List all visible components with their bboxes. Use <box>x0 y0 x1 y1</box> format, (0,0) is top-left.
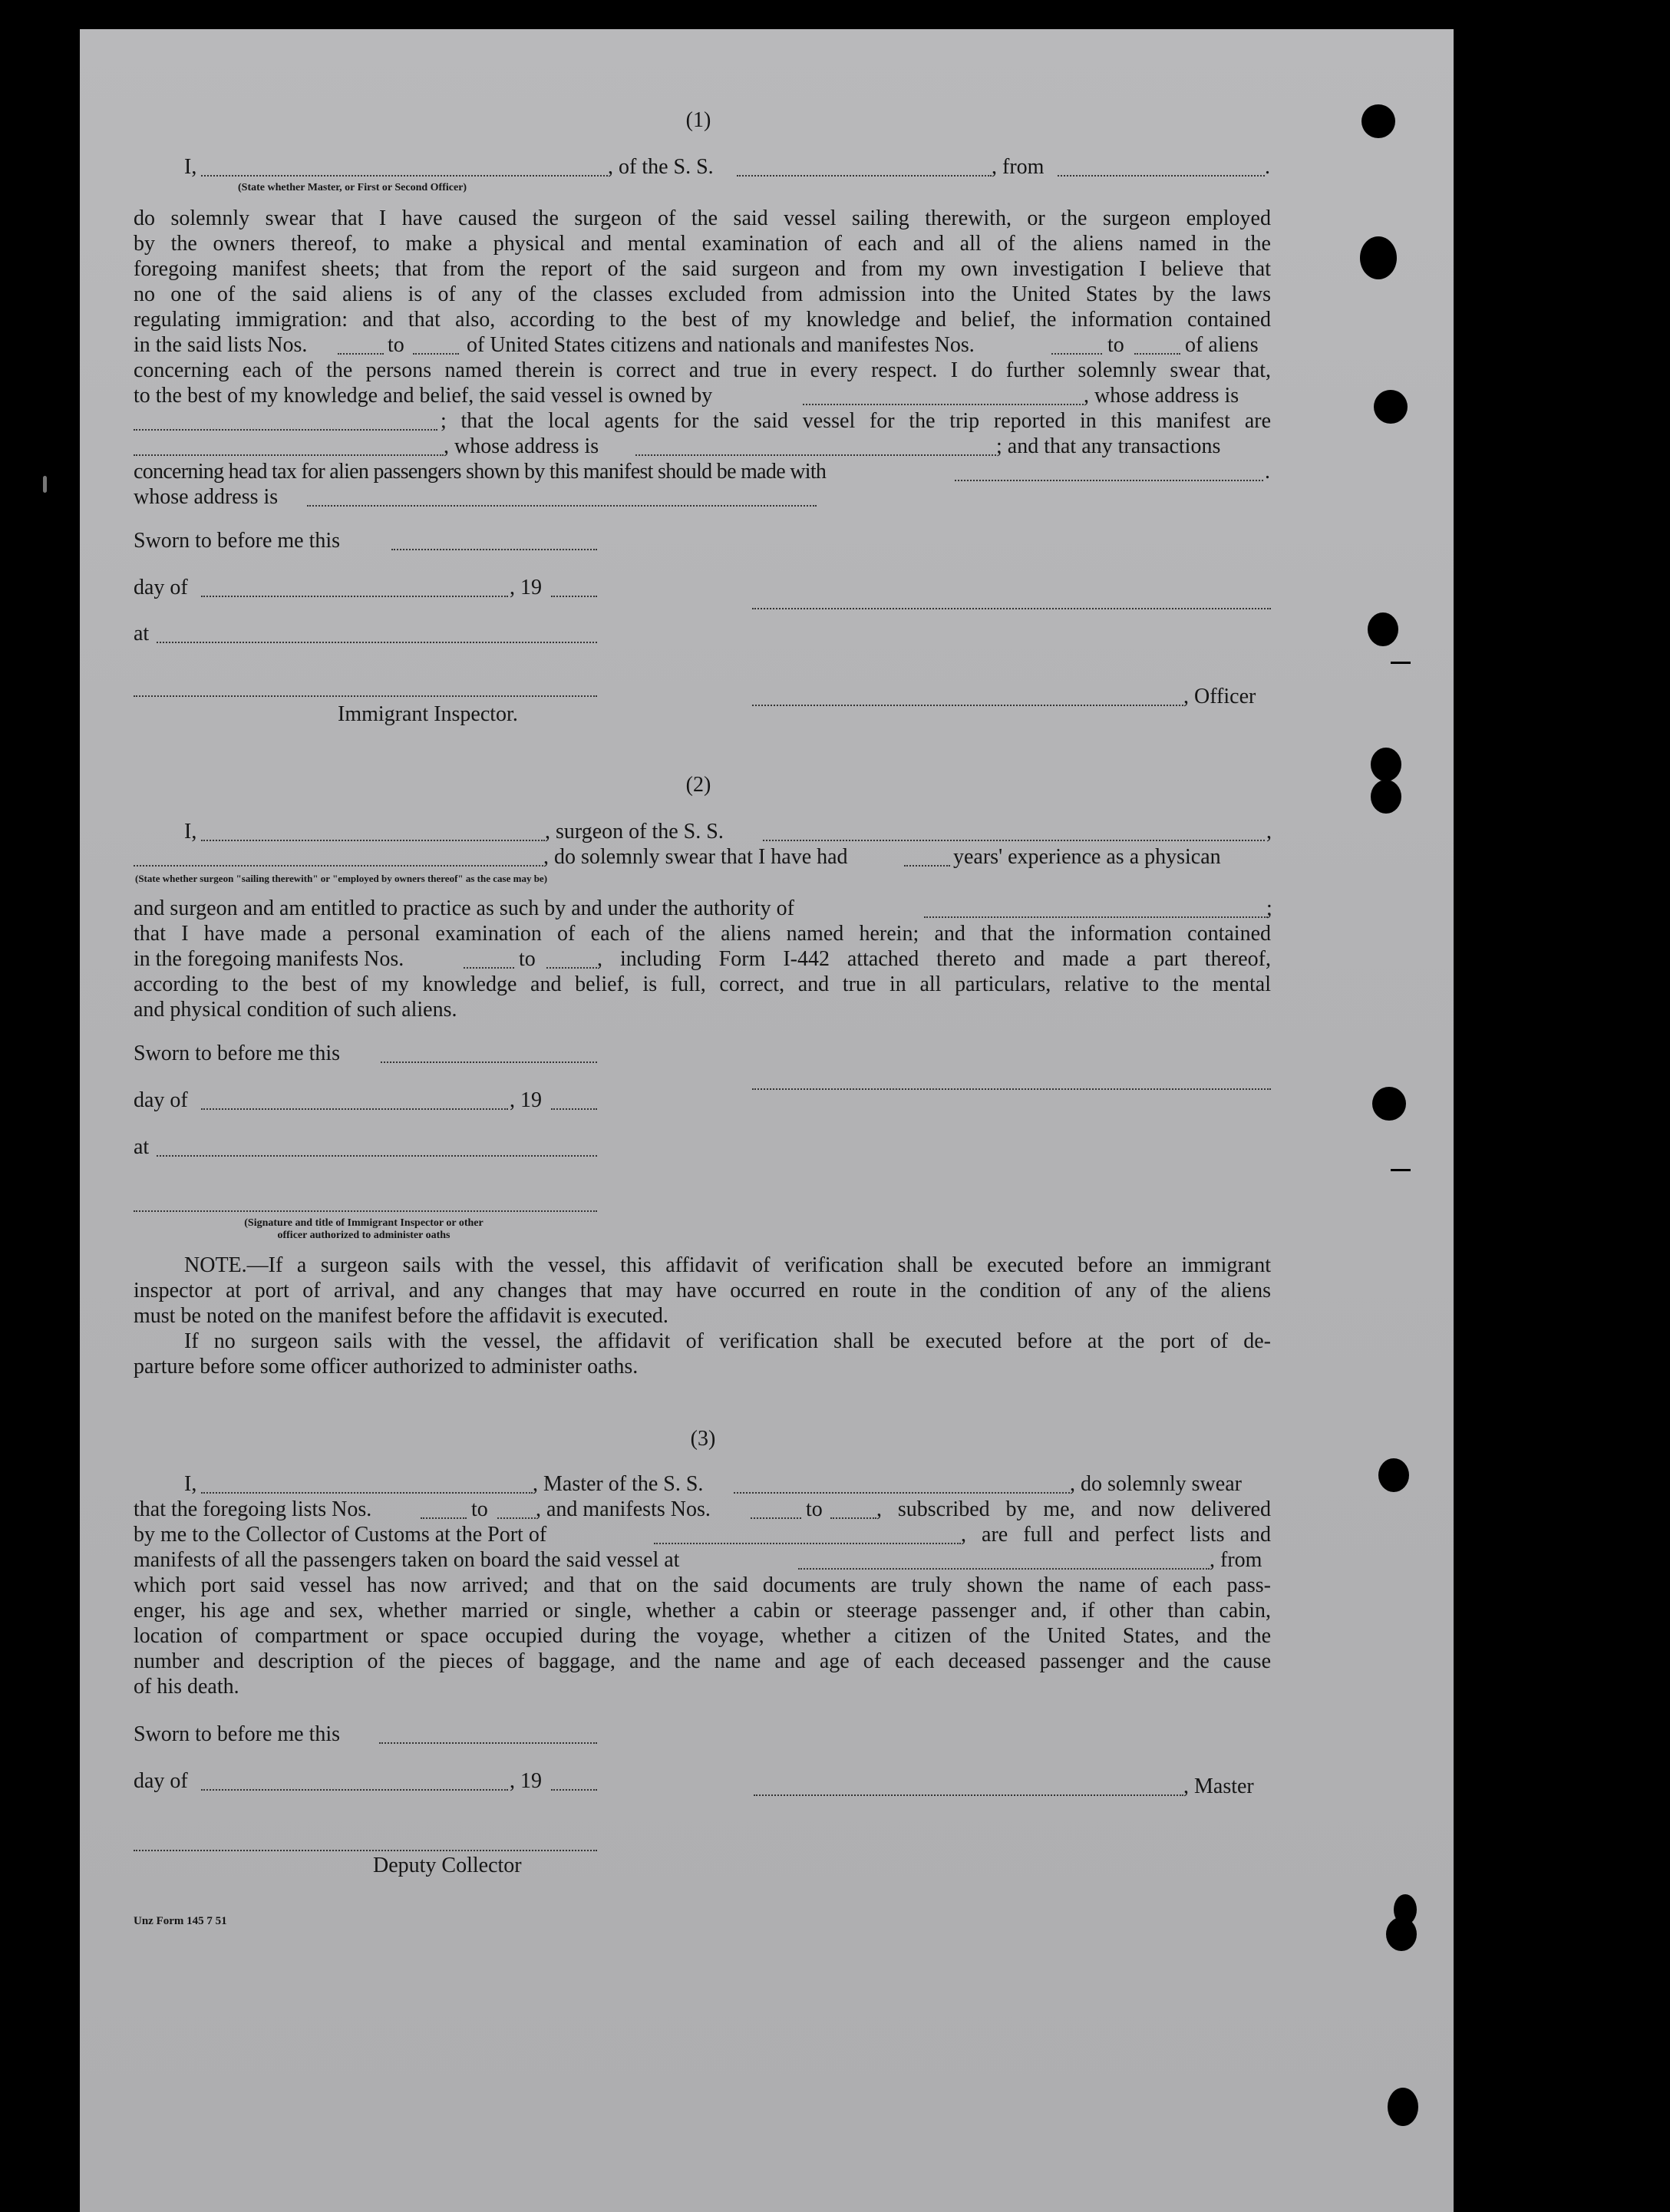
punch-hole <box>1386 1917 1417 1951</box>
lists-to-field[interactable] <box>413 353 459 355</box>
years-experience-field[interactable] <box>904 865 950 867</box>
s2-body-line: according to the best of my knowledge and belief, is full, correct, and true in all particulars, relative to the mental <box>134 972 1271 996</box>
s1-year-field[interactable] <box>551 596 597 597</box>
officer-name-field[interactable] <box>201 175 608 177</box>
s2-place-field[interactable] <box>157 1155 597 1157</box>
s3-lists-label: that the foregoing lists Nos. <box>134 1497 372 1521</box>
s3-vessel-name-field[interactable] <box>734 1492 1070 1494</box>
s1-body-line: do solemnly swear that I have caused the surgeon of the said vessel sailing therewith, or the surgeon employed <box>134 206 1271 230</box>
s3-sworn-label: Sworn to before me this <box>134 1722 341 1746</box>
s2-sworn-label: Sworn to before me this <box>134 1042 341 1065</box>
s2-month-field[interactable] <box>201 1108 508 1110</box>
s1-period: . <box>1265 460 1270 484</box>
s2-body-line: that I have made a personal examination of each of the aliens named herein; and that the information contained <box>134 922 1271 946</box>
s2-swear-label: , do solemnly swear that I have had <box>543 845 848 869</box>
port-field[interactable] <box>654 1543 961 1544</box>
master-signature-line[interactable] <box>754 1794 1183 1796</box>
s2-semicolon: ; <box>1266 896 1272 920</box>
punch-hole <box>1378 1458 1409 1492</box>
section-1-heading: (1) <box>685 108 711 132</box>
s1-body-line: foregoing manifest sheets; that from the report of the said surgeon and from my own investigation I believe that <box>134 257 1271 281</box>
s2-surgeon-signature-line[interactable] <box>752 1088 1271 1090</box>
s2-manifests-from-field[interactable] <box>464 967 514 969</box>
s2-year-label: , 19 <box>510 1088 542 1112</box>
punch-hole <box>1371 780 1401 814</box>
punch-hole <box>1361 104 1395 138</box>
scan-speck <box>43 476 47 493</box>
vessel-owner-field[interactable] <box>803 404 1084 405</box>
s2-line1-i: I, <box>184 820 197 844</box>
s3-lists-from-field[interactable] <box>421 1517 467 1519</box>
punch-hole <box>1371 748 1401 781</box>
s1-manifests-label: of United States citizens and nationals and manifestes Nos. <box>467 333 975 357</box>
note-line: parture before some officer authorized to administer oaths. <box>134 1355 639 1378</box>
s1-owned-by-label: to the best of my knowledge and belief, the said vessel is owned by <box>134 384 713 408</box>
s3-to-label: to <box>471 1497 488 1521</box>
s3-swear-label: , do solemnly swear <box>1070 1472 1242 1496</box>
boarding-port-field[interactable] <box>798 1568 1210 1570</box>
s3-year-label: , 19 <box>510 1769 542 1793</box>
s2-comma: , <box>1266 820 1272 844</box>
s3-year-field[interactable] <box>551 1789 597 1791</box>
s2-manifests-to-field[interactable] <box>546 967 597 969</box>
s1-at-label: at <box>134 622 150 645</box>
s1-line1-i: I, <box>184 155 197 179</box>
s1-body-line: regulating immigration: and that also, according to the best of my knowledge and belief, the information contained <box>134 308 1271 332</box>
manifests-to-field[interactable] <box>1134 353 1180 355</box>
s1-officer-name-line[interactable] <box>752 705 1183 706</box>
s2-dayof-label: day of <box>134 1088 188 1112</box>
surgeon-name-field[interactable] <box>201 840 545 841</box>
s3-port-label: by me to the Collector of Customs at the Port of <box>134 1523 547 1547</box>
s1-lists-label: in the said lists Nos. <box>134 333 308 357</box>
s1-officer-label: , Officer <box>1183 685 1256 708</box>
section-2-heading: (2) <box>685 773 711 797</box>
s3-manifests-from-field[interactable] <box>751 1517 801 1519</box>
s1-officer-note: (State whether Master, or First or Second Officer) <box>238 182 467 193</box>
s2-manifests-label: in the foregoing manifests Nos. <box>134 947 404 971</box>
margin-tick <box>1391 1169 1411 1171</box>
s1-sworn-date-field[interactable] <box>391 549 597 550</box>
s1-whose-address-label: , whose address is <box>1084 384 1239 408</box>
vessel-name-field[interactable] <box>737 175 992 177</box>
s1-month-field[interactable] <box>201 596 508 597</box>
manifests-from-field[interactable] <box>1051 353 1102 355</box>
authority-field[interactable] <box>924 916 1268 918</box>
s3-manifests-label: , and manifests Nos. <box>536 1497 711 1521</box>
s2-form-label: , including Form I-442 attached thereto and made a part thereof, <box>597 947 1271 971</box>
note-line: must be noted on the manifest before the affidavit is executed. <box>134 1304 668 1328</box>
s3-lists-full-label: , are full and perfect lists and <box>961 1523 1271 1547</box>
s2-at-label: at <box>134 1135 150 1159</box>
s1-body-line: no one of the said aliens is of any of the classes excluded from admission into the United States by the laws <box>134 282 1271 306</box>
s3-lists-to-field[interactable] <box>497 1517 536 1519</box>
punch-hole <box>1368 612 1398 646</box>
s1-body-line: by the owners thereof, to make a physical and mental examination of each and all of the aliens named in the <box>134 232 1271 256</box>
s2-inspector-signature-line[interactable] <box>134 1210 597 1212</box>
s3-body-line: location of compartment or space occupied during the voyage, whether a citizen of the United States, and the <box>134 1624 1271 1648</box>
local-agents-field[interactable] <box>134 454 444 456</box>
s1-of-aliens-label: of aliens <box>1185 333 1259 357</box>
s2-signature-caption: officer authorized to administer oaths <box>277 1230 451 1241</box>
head-tax-contact-field[interactable] <box>955 480 1263 481</box>
s1-transactions-label: ; and that any transactions <box>996 434 1221 458</box>
s1-body-line: concerning each of the persons named therein is correct and true in every respect. I do further solemnly swear that, <box>134 358 1271 382</box>
s3-subscribed-label: , subscribed by me, and now delivered <box>876 1497 1271 1521</box>
s3-master-label: , Master <box>1183 1775 1254 1798</box>
s2-surgeon-note: (State whether surgeon "sailing therewith" or "employed by owners thereof" as the case may be) <box>135 873 548 884</box>
s3-to-label: to <box>806 1497 823 1521</box>
s3-dayof-label: day of <box>134 1769 188 1793</box>
s2-authority-label: and surgeon and am entitled to practice as such by and under the authority of <box>134 896 794 920</box>
s1-local-agents-label: ; that the local agents for the said vessel for the trip reported in this manifest are <box>441 409 1271 433</box>
s3-manifests-to-field[interactable] <box>830 1517 876 1519</box>
s1-dayof-label: day of <box>134 576 188 599</box>
s2-signature-caption: (Signature and title of Immigrant Inspector or other <box>244 1217 484 1229</box>
head-tax-address-field[interactable] <box>307 505 817 507</box>
s3-master-of-ss: , Master of the S. S. <box>533 1472 704 1496</box>
s1-line1-from: , from <box>992 155 1045 179</box>
s2-years-label: years' experience as a physican <box>953 845 1221 869</box>
s3-line1-i: I, <box>184 1472 197 1496</box>
s3-body-line: of his death. <box>134 1675 239 1699</box>
agents-address-field[interactable] <box>635 454 996 456</box>
s1-inspector-signature-line[interactable] <box>134 695 597 697</box>
section-3-heading: (3) <box>690 1427 716 1451</box>
s3-from-label: , from <box>1210 1548 1262 1572</box>
s2-year-field[interactable] <box>551 1108 597 1110</box>
note-line: NOTE.—If a surgeon sails with the vessel, this affidavit of verification shall be executed before an immigrant <box>184 1253 1271 1277</box>
s2-to-label: to <box>519 947 536 971</box>
form-number: Unz Form 145 7 51 <box>134 1915 227 1927</box>
note-line: If no surgeon sails with the vessel, the affidavit of verification shall be executed before at the port of de- <box>184 1329 1271 1353</box>
deputy-signature-line[interactable] <box>134 1850 597 1851</box>
s1-year-label: , 19 <box>510 576 542 599</box>
master-name-field[interactable] <box>201 1492 533 1494</box>
s1-head-tax-label: concerning head tax for alien passengers shown by this manifest should be made with <box>134 460 827 484</box>
surgeon-status-field[interactable] <box>134 865 543 867</box>
s3-body-line: which port said vessel has now arrived; and that on the said documents are truly shown the name of each pass- <box>134 1573 1271 1597</box>
s1-whose-address-label: whose address is <box>134 485 279 509</box>
s1-line1-of-ss: , of the S. S. <box>608 155 714 179</box>
s2-vessel-name-field[interactable] <box>763 840 1265 841</box>
s1-officer-signature-line[interactable] <box>752 608 1271 609</box>
departure-port-field[interactable] <box>1058 175 1265 177</box>
s1-to-label: to <box>1107 333 1124 357</box>
margin-tick <box>1391 662 1411 664</box>
punch-hole <box>1360 236 1397 279</box>
note-line: inspector at port of arrival, and any changes that may have occurred en route in the condition of any of the aliens <box>134 1279 1271 1302</box>
punch-hole <box>1374 390 1408 424</box>
punch-hole <box>1388 2088 1418 2126</box>
punch-hole <box>1372 1087 1406 1121</box>
s1-to-label: to <box>388 333 404 357</box>
s2-body-line: and physical condition of such aliens. <box>134 998 457 1022</box>
s3-body-line: enger, his age and sex, whether married or single, whether a cabin or steerage passenger and, if other than cabin, <box>134 1599 1271 1623</box>
s1-sworn-label: Sworn to before me this <box>134 529 341 553</box>
lists-from-field[interactable] <box>338 353 384 355</box>
owner-address-field[interactable] <box>134 429 437 431</box>
s2-sworn-date-field[interactable] <box>381 1061 597 1063</box>
s1-place-field[interactable] <box>157 642 597 643</box>
s1-inspector-label: Immigrant Inspector. <box>338 702 518 726</box>
s1-line1-period: . <box>1265 155 1270 179</box>
s3-boarded-label: manifests of all the passengers taken on board the said vessel at <box>134 1548 680 1572</box>
s3-sworn-date-field[interactable] <box>379 1742 597 1744</box>
s3-deputy-label: Deputy Collector <box>373 1854 522 1877</box>
s3-body-line: number and description of the pieces of baggage, and the name and age of each deceased passenger and the cause <box>134 1649 1271 1673</box>
s2-surgeon-of-ss: , surgeon of the S. S. <box>545 820 724 844</box>
s1-whose-address-label: , whose address is <box>444 434 599 458</box>
s3-month-field[interactable] <box>201 1789 508 1791</box>
